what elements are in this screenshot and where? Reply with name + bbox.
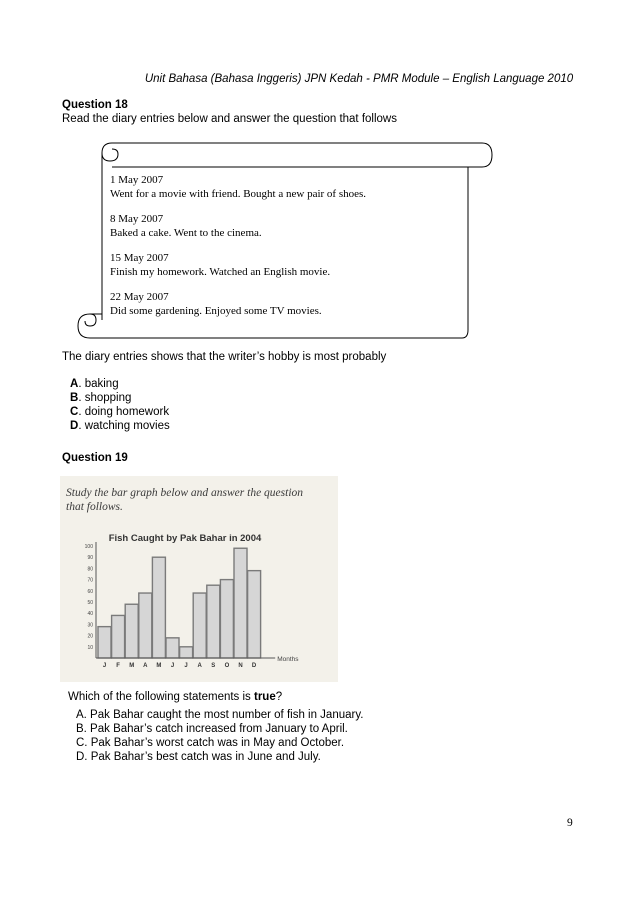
bar: [125, 604, 138, 658]
chart-title: Fish Caught by Pak Bahar in 2004: [108, 533, 262, 544]
diary-date: 15 May 2007: [110, 252, 169, 264]
option-d[interactable]: D. watching movies: [70, 420, 170, 432]
diary-text: Went for a movie with friend. Bought a new pair of shoes.: [110, 188, 367, 200]
x-tick-label: A: [143, 663, 148, 669]
x-tick-label: J: [184, 663, 188, 669]
y-tick-label: 40: [87, 611, 93, 618]
question-18-title: Question 18: [62, 99, 128, 111]
page-number: 9: [567, 817, 573, 829]
bar: [166, 638, 179, 658]
diary-text: Baked a cake. Went to the cinema.: [110, 227, 262, 239]
question-19-text-part: Which of the following statements is: [68, 691, 254, 703]
chart-instruction: [66, 486, 303, 514]
y-tick-label: 20: [87, 633, 93, 640]
bar: [234, 548, 247, 658]
y-tick-label: 10: [87, 644, 93, 651]
y-tick-label: 50: [87, 600, 93, 606]
x-axis-label: Months: [277, 656, 299, 663]
bar: [220, 580, 233, 658]
bar: [248, 571, 261, 658]
y-tick-label: 30: [87, 622, 93, 629]
page-header: Unit Bahasa (Bahasa Inggeris) JPN Kedah - PMR Module – English Language 2010: [144, 73, 574, 85]
option-c[interactable]: C. Pak Bahar’s worst catch was in May and October.: [76, 737, 345, 749]
diary-date: 22 May 2007: [110, 291, 169, 303]
x-tick-label: S: [211, 663, 216, 669]
diary-entry: [110, 290, 450, 318]
question-19-options: [76, 708, 363, 764]
question-19-text-part: ?: [275, 691, 283, 703]
x-tick-label: M: [156, 663, 162, 669]
x-tick-label: O: [224, 663, 230, 669]
y-tick-label: 80: [87, 566, 93, 573]
diary-entry: [110, 251, 450, 279]
x-tick-label: F: [116, 663, 120, 669]
bar: [207, 585, 220, 658]
question-19-text: [68, 691, 282, 703]
bar-chart: [70, 526, 340, 676]
chart-instruction-line: that follows.: [66, 501, 123, 513]
question-18-options: [70, 377, 170, 433]
x-tick-label: N: [238, 663, 243, 669]
question-19-title: Question 19: [62, 452, 128, 464]
bar: [139, 593, 152, 658]
bar: [193, 593, 206, 658]
bar: [152, 557, 165, 658]
question-18-instruction: Read the diary entries below and answer the question that follows: [62, 113, 397, 125]
question-18-text: The diary entries shows that the writer’s hobby is most probably: [62, 351, 387, 363]
bar: [180, 647, 193, 658]
diary-text: Did some gardening. Enjoyed some TV movies.: [110, 305, 322, 317]
option-b[interactable]: B. shopping: [70, 392, 132, 404]
option-c[interactable]: C. doing homework: [70, 406, 170, 418]
question-19-emphasis: true: [254, 691, 276, 703]
option-a[interactable]: A. baking: [70, 378, 119, 390]
chart-instruction-line: Study the bar graph below and answer the question: [66, 487, 304, 499]
x-tick-label: D: [251, 663, 257, 669]
y-tick-label: 60: [87, 588, 93, 595]
y-tick-label: 100: [84, 544, 93, 550]
y-tick-label: 90: [87, 555, 93, 562]
x-tick-label: J: [170, 663, 175, 669]
diary-date: 1 May 2007: [110, 174, 164, 186]
option-d[interactable]: D. Pak Bahar’s best catch was in June and July.: [76, 751, 321, 763]
diary-date: 8 May 2007: [110, 213, 164, 225]
diary-entries: [110, 173, 450, 318]
bar: [98, 627, 111, 658]
diary-entry: [110, 212, 450, 240]
x-tick-label: A: [197, 663, 202, 669]
diary-text: Finish my homework. Watched an English movie.: [110, 266, 331, 278]
x-tick-label: J: [102, 663, 107, 669]
y-tick-label: 70: [87, 577, 93, 584]
option-b[interactable]: B. Pak Bahar’s catch increased from January to April.: [76, 723, 348, 735]
x-tick-label: M: [129, 663, 135, 669]
option-a[interactable]: A. Pak Bahar caught the most number of fish in January.: [76, 709, 364, 721]
diary-entry: [110, 173, 450, 201]
bar: [112, 615, 125, 658]
